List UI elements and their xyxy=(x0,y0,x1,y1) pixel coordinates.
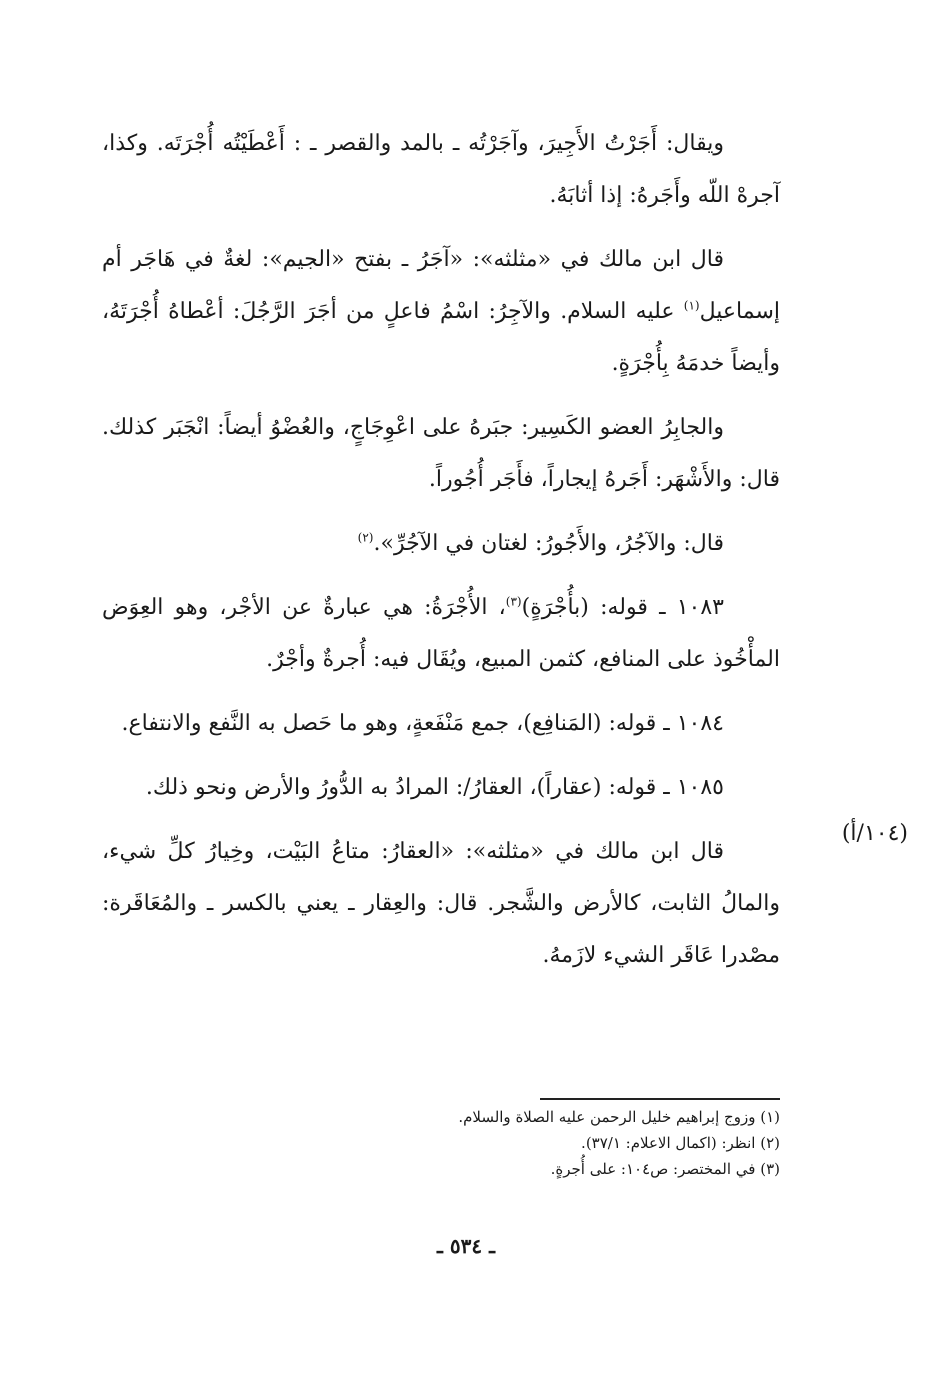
folio-margin-note: (١٠٤/أ) xyxy=(841,821,908,846)
footnote-divider xyxy=(540,1098,780,1100)
paragraph-5-rest: ، الأُجْرَةُ: هي عبارةٌ عن الأجْر، وهو العِوَض المأْخُوذ على المنافع، كثمن المبيع، ويُقَال فيه: أُجرةٌ وأجْرٌ. xyxy=(102,595,780,672)
paragraph-2-text: قال ابن مالك في «مثلثه»: «آجَرُ ـ بفتح «الجيم»: لغةٌ في هَاجَر أم إسماعيل xyxy=(102,247,780,324)
paragraph-3-prefix: و xyxy=(713,415,724,440)
paragraph-3 xyxy=(102,402,780,506)
footnote-ref-2[interactable]: (٢) xyxy=(357,530,374,545)
paragraph-5-text: ١٠٨٣ ـ قوله: (بأُجْرَةٍ) xyxy=(521,595,724,620)
footnote-3: (٣) في المختصر: ص١٠٤: على أُجرةٍ. xyxy=(550,1160,780,1178)
paragraph-8: قال ابن مالك في «مثلثه»: «العقارُ: متاعُ البَيْت، وخِيارُ كلِّ شيء، والمالُ الثابت، كالأرض والشَّجر. قال: والعِقار ـ يعني بالكسر ـ والمُعَاقَرة: مصْدرا عَاقَر الشيء لازَمهُ. xyxy=(102,839,780,968)
paragraph-4 xyxy=(102,518,780,570)
paragraph-1: ويقال: أَجَرْتُ الأَجِيرَ، وآجَرْتُه ـ بالمد والقصر ـ : أَعْطَيْتُه أُجْرَتَه. وكذا، آجرهْ اللّه وأَجَرهُ: إذا أثابَهُ. xyxy=(102,131,780,208)
paragraph-5 xyxy=(102,582,780,686)
paragraph-4-text: قال: والآجُرُ، والأَجُورُ: لغتان في الآجُرِّ». xyxy=(373,531,724,556)
paragraph-6: ١٠٨٤ ـ قوله: (المَنافِع)، جمع مَنْفَعةٍ، وهو ما حَصل به النَّفع والانتفاع. xyxy=(121,711,724,736)
page-number: ـ ٥٣٤ ـ xyxy=(437,1234,495,1258)
paragraph-2 xyxy=(102,234,780,390)
paragraph-3-text: الجابِرُ العضو الكَسِير: جبَرهُ على اعْوِجَاجٍ، والعُضْوُ أيضاً: انْجَبَر كذلك. قال: والأَشْهَر: أَجَرهُ إيجاراً، فأَجَر أُجُوراً. xyxy=(102,415,780,492)
footnote-ref-1[interactable]: (١) xyxy=(683,298,700,313)
footnote-1: (١) وزوج إبراهيم خليل الرحمن عليه الصلاة والسلام. xyxy=(458,1108,780,1126)
paragraph-7: ١٠٨٥ ـ قوله: (عقاراً)، العقارُ/: المرادُ به الدُّورُ والأرض ونحو ذلك. xyxy=(145,775,724,800)
footnote-2: (٢) انظر: (اكمال الاعلام: ٣٧/١). xyxy=(581,1134,780,1152)
footnote-ref-3[interactable]: (٣) xyxy=(505,594,522,609)
footnotes xyxy=(102,1104,780,1182)
paragraph-2-rest: عليه السلام. والآجِرُ: اسْمُ فاعلٍ من أجَرَ الرَّجُلَ: أعْطاهُ أُجْرَتَهُ، وأيضاً خدمَهُ بِأُجْرَةٍ. xyxy=(102,299,780,376)
main-text xyxy=(102,118,780,982)
